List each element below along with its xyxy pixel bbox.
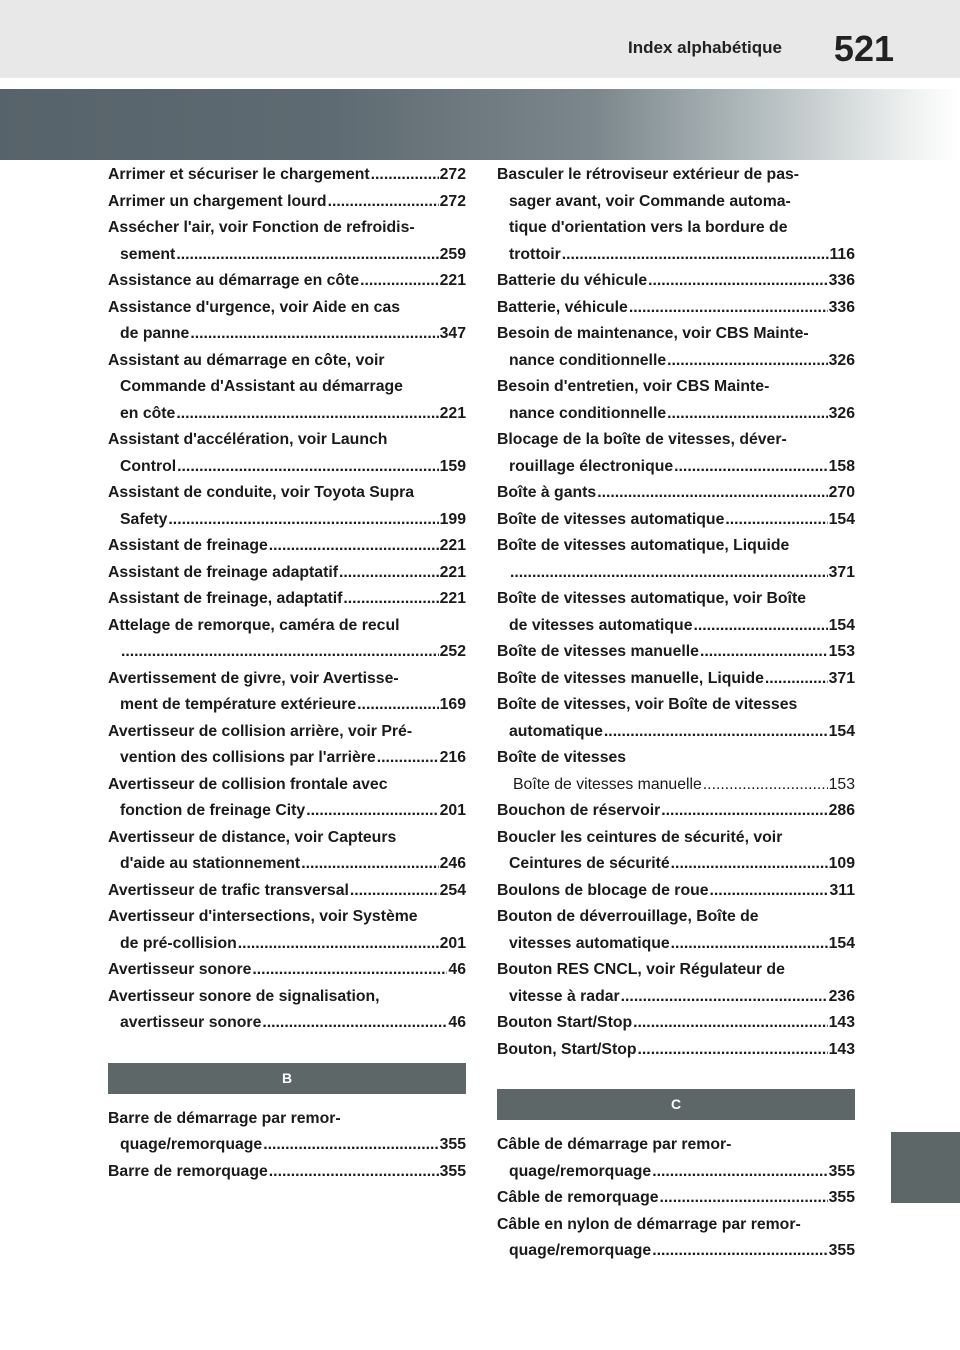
entry-last-line [108, 401, 466, 428]
entry-last-line [497, 878, 855, 905]
page-reference: 221 [439, 590, 466, 607]
entry-label: vitesse à radar [509, 987, 620, 1005]
entry-line: Assistant d'accélération, voir Launch [108, 431, 388, 448]
entry-last-line [497, 560, 855, 587]
entry-last-line [497, 639, 855, 666]
entry-label: Arrimer et sécuriser le chargement [108, 166, 370, 183]
entry-label: quage/remorquage [509, 1162, 652, 1180]
index-entry [108, 295, 466, 348]
entry-label: de panne [120, 325, 190, 342]
dot-leader [633, 1010, 828, 1037]
index-entry [497, 162, 855, 268]
entry-last-line [108, 454, 466, 481]
entry-label: Assistant de freinage, adaptatif [108, 590, 343, 607]
page-reference: 159 [439, 457, 466, 475]
dot-leader [652, 1238, 827, 1265]
index-entry [108, 984, 466, 1037]
entry-last-line [497, 480, 855, 507]
page-number: 521 [833, 28, 894, 69]
dot-leader [252, 957, 447, 984]
entry-label: Boîte de vitesses manuelle, Liquide [497, 669, 764, 687]
entry-last-line [108, 851, 466, 878]
entry-last-line [108, 957, 466, 984]
index-entry [497, 1037, 855, 1064]
entry-last-line [497, 772, 855, 799]
entry-line: Avertisseur d'intersections, voir Système [108, 908, 418, 925]
page-reference: 109 [828, 855, 855, 872]
entry-last-line [497, 401, 855, 428]
dot-leader [562, 242, 829, 269]
index-entry [108, 719, 466, 772]
entry-line: Boîte de vitesses, voir Boîte de vitesses [497, 696, 798, 713]
page-reference: 154 [828, 616, 855, 634]
index-entry [108, 957, 466, 984]
page-reference: 355 [828, 1189, 855, 1206]
page-reference: 221 [439, 272, 466, 289]
dot-leader [238, 931, 439, 958]
entry-last-line [108, 586, 466, 613]
entry-last-line [108, 242, 466, 269]
entry-label: ment de température extérieure [120, 696, 357, 713]
index-entry [497, 586, 855, 639]
index-entry [497, 639, 855, 666]
entry-last-line [497, 851, 855, 878]
dot-leader [597, 480, 827, 507]
entry-line: Avertisseur sonore de signalisation, [108, 987, 380, 1005]
page-reference: 169 [439, 696, 466, 713]
dot-leader [262, 1010, 447, 1037]
entry-last-line [497, 1185, 855, 1212]
entry-label: Assistance au démarrage en côte [108, 272, 360, 289]
page-reference: 286 [828, 802, 855, 819]
index-column-left [108, 162, 466, 1185]
index-entry [497, 533, 855, 586]
page-reference: 199 [439, 510, 466, 528]
page-reference: 347 [439, 325, 466, 342]
entry-last-line [497, 798, 855, 825]
entry-label: Câble de remorquage [497, 1189, 659, 1206]
entry-last-line [108, 321, 466, 348]
entry-line: Câble en nylon de démarrage par remor- [497, 1215, 801, 1233]
page-reference: 153 [828, 775, 855, 793]
entry-last-line [108, 1159, 466, 1186]
dot-leader [648, 268, 828, 295]
index-entry [497, 507, 855, 534]
index-entry [497, 957, 855, 1010]
entry-last-line [497, 666, 855, 693]
dot-leader [357, 692, 438, 719]
entry-last-line [108, 1010, 466, 1037]
dot-leader [703, 772, 828, 799]
entry-label: quage/remorquage [120, 1136, 263, 1153]
index-entry [497, 1185, 855, 1212]
dot-leader [710, 878, 829, 905]
entry-label: Arrimer un chargement lourd [108, 192, 327, 210]
section-title: Index alphabétique [628, 38, 782, 57]
dot-leader [306, 798, 438, 825]
dot-leader [177, 454, 438, 481]
entry-last-line [497, 1037, 855, 1064]
page-reference: 154 [828, 934, 855, 952]
page-reference: 326 [828, 404, 855, 422]
entry-line: Avertissement de givre, voir Avertisse- [108, 669, 399, 687]
entry-line: Barre de démarrage par remor- [108, 1109, 341, 1127]
page-reference: 252 [439, 643, 466, 660]
dot-leader [121, 639, 439, 666]
dot-leader [660, 1185, 828, 1212]
entry-label: en côte [120, 404, 176, 422]
entry-line: Boîte de vitesses automatique, Liquide [497, 537, 790, 554]
page-reference: 371 [828, 563, 855, 581]
entry-line: Basculer le rétroviseur extérieur de pas- [497, 166, 800, 183]
entry-last-line [497, 719, 855, 746]
index-entry [108, 162, 466, 189]
entry-last-line [108, 162, 466, 189]
entry-label: nance conditionnelle [509, 404, 667, 422]
index-entry [108, 904, 466, 957]
entry-line: Commande d'Assistant au démarrage [120, 378, 403, 395]
index-entry [108, 666, 466, 719]
entry-line: sager avant, voir Commande automa- [509, 192, 791, 210]
page-reference: 371 [828, 669, 855, 687]
index-entry [108, 878, 466, 905]
entry-label: Bouton, Start/Stop [497, 1040, 637, 1058]
index-entry [497, 321, 855, 374]
entry-line: tique d'orientation vers la bordure de [509, 219, 788, 236]
entry-label: Ceintures de sécurité [509, 855, 670, 872]
dot-leader [638, 1037, 828, 1064]
entry-label: Avertisseur sonore [108, 961, 252, 978]
index-entry [108, 1159, 466, 1186]
dot-leader [667, 401, 828, 428]
page-reference: 116 [829, 245, 855, 263]
index-entry [108, 825, 466, 878]
entry-label: Bouchon de réservoir [497, 802, 661, 819]
index-entry [497, 692, 855, 745]
page-reference: 221 [439, 404, 466, 422]
index-entry [108, 613, 466, 666]
entry-last-line [108, 745, 466, 772]
entry-last-line [497, 613, 855, 640]
entry-line: Câble de démarrage par remor- [497, 1136, 732, 1153]
index-entry [108, 189, 466, 216]
entry-label: Bouton Start/Stop [497, 1014, 633, 1031]
index-entry [497, 374, 855, 427]
entry-label: rouillage électronique [509, 457, 674, 475]
entry-last-line [108, 189, 466, 216]
entry-last-line [497, 507, 855, 534]
page-reference: 216 [439, 749, 466, 766]
entry-label: Boîte à gants [497, 484, 597, 501]
letter-header-b: B [108, 1063, 466, 1094]
entry-label: Batterie, véhicule [497, 298, 628, 316]
entry-line: Besoin d'entretien, voir CBS Mainte- [497, 378, 770, 395]
entry-last-line [108, 878, 466, 905]
entry-last-line [108, 692, 466, 719]
dot-leader [661, 798, 827, 825]
entry-line: Assécher l'air, voir Fonction de refroidis- [108, 219, 415, 236]
page-reference: 221 [439, 563, 466, 581]
entry-line: Avertisseur de collision arrière, voir Pré- [108, 722, 413, 740]
index-column-right [497, 162, 855, 1265]
dot-leader [629, 295, 828, 322]
entry-label: Avertisseur de trafic transversal [108, 881, 349, 899]
entry-last-line [108, 507, 466, 534]
entry-label: Batterie du véhicule [497, 272, 648, 289]
index-entry [497, 1010, 855, 1037]
page-reference: 326 [828, 351, 855, 369]
index-entry [108, 1106, 466, 1159]
entry-label: Barre de remorquage [108, 1162, 268, 1180]
index-entry [108, 560, 466, 587]
entry-last-line [108, 268, 466, 295]
entry-line: Bouton de déverrouillage, Boîte de [497, 908, 759, 925]
dot-leader [176, 242, 438, 269]
letter-header-c: C [497, 1089, 855, 1120]
index-entry [497, 798, 855, 825]
page-reference: 143 [828, 1014, 855, 1031]
entry-label: de pré-collision [120, 934, 237, 952]
entry-last-line [497, 295, 855, 322]
entry-label: sement [120, 245, 176, 263]
page-reference: 143 [828, 1040, 855, 1058]
entry-last-line [497, 454, 855, 481]
entry-last-line [108, 533, 466, 560]
entry-line: Avertisseur de collision frontale avec [108, 775, 388, 793]
entry-label: de vitesses automatique [509, 616, 693, 634]
decorative-banner [0, 89, 960, 160]
dot-leader [190, 321, 438, 348]
page-reference: 270 [828, 484, 855, 501]
entry-label: Boulons de blocage de roue [497, 881, 709, 899]
page-reference: 158 [828, 457, 855, 475]
page-reference: 46 [448, 961, 466, 978]
page-reference: 272 [439, 192, 466, 210]
entry-last-line [497, 1010, 855, 1037]
dot-leader [667, 348, 828, 375]
dot-leader [621, 984, 828, 1011]
dot-leader [700, 639, 828, 666]
dot-leader [604, 719, 828, 746]
entry-line: Assistant au démarrage en côte, voir [108, 351, 385, 369]
entry-line: Boucler les ceintures de sécurité, voir [497, 828, 783, 846]
page-reference: 355 [828, 1242, 855, 1259]
page-reference: 355 [828, 1162, 855, 1180]
entry-line: Assistant de conduite, voir Toyota Supra [108, 484, 415, 501]
page-reference: 154 [828, 510, 855, 528]
page-reference: 355 [439, 1162, 466, 1180]
index-entry [108, 480, 466, 533]
entry-last-line [108, 798, 466, 825]
dot-leader [360, 268, 439, 295]
entry-last-line [108, 560, 466, 587]
dot-leader [301, 851, 438, 878]
entry-label: Safety [120, 510, 168, 528]
dot-leader [674, 454, 827, 481]
entry-last-line [497, 984, 855, 1011]
entry-last-line [497, 1238, 855, 1265]
entry-label: Assistant de freinage [108, 537, 268, 554]
entry-last-line [108, 931, 466, 958]
dot-leader [350, 878, 439, 905]
dot-leader [671, 931, 828, 958]
dot-leader [343, 586, 438, 613]
index-entry [108, 348, 466, 428]
entry-line: Bouton RES CNCL, voir Régulateur de [497, 961, 785, 978]
index-entry [497, 666, 855, 693]
index-entry [497, 745, 855, 772]
entry-label: Boîte de vitesses [497, 749, 627, 766]
chapter-thumb-tab [891, 1132, 960, 1203]
entry-last-line [108, 639, 466, 666]
entry-label: d'aide au stationnement [120, 855, 301, 872]
entry-label: vitesses automatique [509, 934, 670, 952]
index-entry [497, 1212, 855, 1265]
dot-leader [694, 613, 828, 640]
entry-last-line [497, 268, 855, 295]
dot-leader [652, 1159, 827, 1186]
index-entry [108, 533, 466, 560]
entry-label: quage/remorquage [509, 1242, 652, 1259]
entry-last-line [497, 242, 855, 269]
dot-leader [371, 162, 439, 189]
entry-line: Boîte de vitesses automatique, voir Boîte [497, 590, 806, 607]
entry-line: Blocage de la boîte de vitesses, déver- [497, 431, 787, 448]
page-reference: 259 [439, 245, 466, 263]
entry-last-line [497, 348, 855, 375]
entry-line: Attelage de remorque, caméra de recul [108, 616, 400, 634]
page-reference: 254 [439, 881, 466, 899]
dot-leader [263, 1132, 438, 1159]
entry-label: Boîte de vitesses automatique [497, 510, 725, 528]
dot-leader [168, 507, 438, 534]
dot-leader [176, 401, 438, 428]
dot-leader [328, 189, 439, 216]
index-entry [497, 480, 855, 507]
entry-label: Control [120, 457, 177, 475]
dot-leader [377, 745, 439, 772]
page-reference: 236 [828, 987, 855, 1005]
page-reference: 201 [439, 802, 466, 819]
page-reference: 336 [828, 272, 855, 289]
entry-label: Boîte de vitesses manuelle [497, 643, 699, 660]
entry-last-line [108, 1132, 466, 1159]
page-reference: 355 [439, 1136, 466, 1153]
index-subentry [497, 772, 855, 799]
page-reference: 154 [828, 722, 855, 740]
page-reference: 201 [439, 934, 466, 952]
index-entry [497, 1132, 855, 1185]
index-entry [108, 215, 466, 268]
entry-line: Avertisseur de distance, voir Capteurs [108, 828, 397, 846]
page-reference: 311 [829, 881, 855, 899]
index-entry [497, 825, 855, 878]
entry-label: nance conditionnelle [509, 351, 667, 369]
dot-leader [269, 1159, 439, 1186]
dot-leader [269, 533, 439, 560]
index-entry [108, 586, 466, 613]
entry-label: automatique [509, 722, 603, 740]
entry-label: fonction de freinage City [120, 802, 306, 819]
entry-label: trottoir [509, 245, 561, 263]
entry-last-line [497, 931, 855, 958]
dot-leader [339, 560, 439, 587]
dot-leader [671, 851, 828, 878]
page-reference: 272 [439, 166, 466, 183]
entry-line: Assistance d'urgence, voir Aide en cas [108, 298, 401, 316]
page-header [0, 0, 960, 78]
page-reference: 336 [828, 298, 855, 316]
page-reference: 221 [439, 537, 466, 554]
index-entry [108, 427, 466, 480]
entry-last-line [497, 1159, 855, 1186]
index-entry [497, 427, 855, 480]
page-reference: 153 [828, 643, 855, 660]
page-reference: 46 [448, 1014, 466, 1031]
index-entry [497, 295, 855, 322]
entry-label: Assistant de freinage adaptatif [108, 563, 338, 581]
entry-last-line [497, 745, 855, 772]
entry-label: vention des collisions par l'arrière [120, 749, 376, 766]
index-entry [497, 878, 855, 905]
index-entry [497, 904, 855, 957]
index-entry [108, 772, 466, 825]
dot-leader [765, 666, 828, 693]
entry-line: Besoin de maintenance, voir CBS Mainte- [497, 325, 809, 342]
entry-label: avertisseur sonore [120, 1014, 262, 1031]
dot-leader [725, 507, 827, 534]
index-entry [497, 268, 855, 295]
index-entry [108, 268, 466, 295]
entry-label: Boîte de vitesses manuelle [513, 775, 702, 793]
page-reference: 246 [439, 855, 466, 872]
dot-leader [510, 560, 828, 587]
